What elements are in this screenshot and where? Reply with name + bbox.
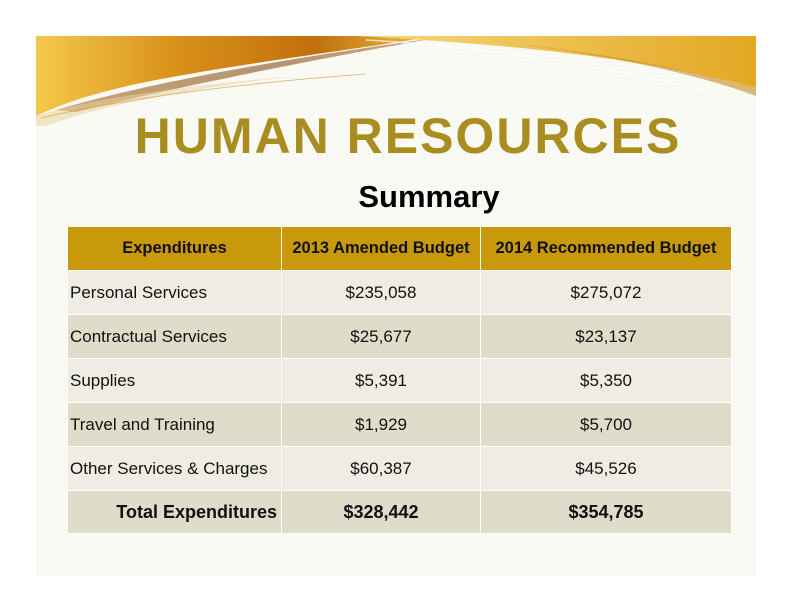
table-row — [68, 447, 732, 491]
cell-2014: $275,072 — [481, 271, 732, 315]
row-label: Personal Services — [68, 271, 282, 315]
total-row — [68, 491, 732, 534]
total-2014: $354,785 — [481, 491, 732, 534]
cell-2013: $5,391 — [282, 359, 481, 403]
expenditures-table — [67, 226, 732, 534]
total-2013: $328,442 — [282, 491, 481, 534]
cell-2013: $25,677 — [282, 315, 481, 359]
table-row — [68, 271, 732, 315]
header-expenditures: Expenditures — [68, 227, 282, 271]
table-row — [68, 315, 732, 359]
cell-2014: $5,700 — [481, 403, 732, 447]
cell-2014: $23,137 — [481, 315, 732, 359]
cell-2013: $1,929 — [282, 403, 481, 447]
row-label: Travel and Training — [68, 403, 282, 447]
table-row — [68, 359, 732, 403]
header-2013-amended-budget: 2013 Amended Budget — [282, 227, 481, 271]
row-label: Other Services & Charges — [68, 447, 282, 491]
total-label: Total Expenditures — [68, 491, 282, 534]
page-title: HUMAN RESOURCES — [134, 108, 682, 164]
table-header-row — [68, 227, 732, 271]
cell-2013: $235,058 — [282, 271, 481, 315]
cell-2013: $60,387 — [282, 447, 481, 491]
slide — [36, 36, 756, 576]
cell-2014: $45,526 — [481, 447, 732, 491]
row-label: Contractual Services — [68, 315, 282, 359]
header-2014-recommended-budget: 2014 Recommended Budget — [481, 227, 732, 271]
page-subtitle: Summary — [358, 179, 500, 214]
table-row — [68, 403, 732, 447]
cell-2014: $5,350 — [481, 359, 732, 403]
row-label: Supplies — [68, 359, 282, 403]
